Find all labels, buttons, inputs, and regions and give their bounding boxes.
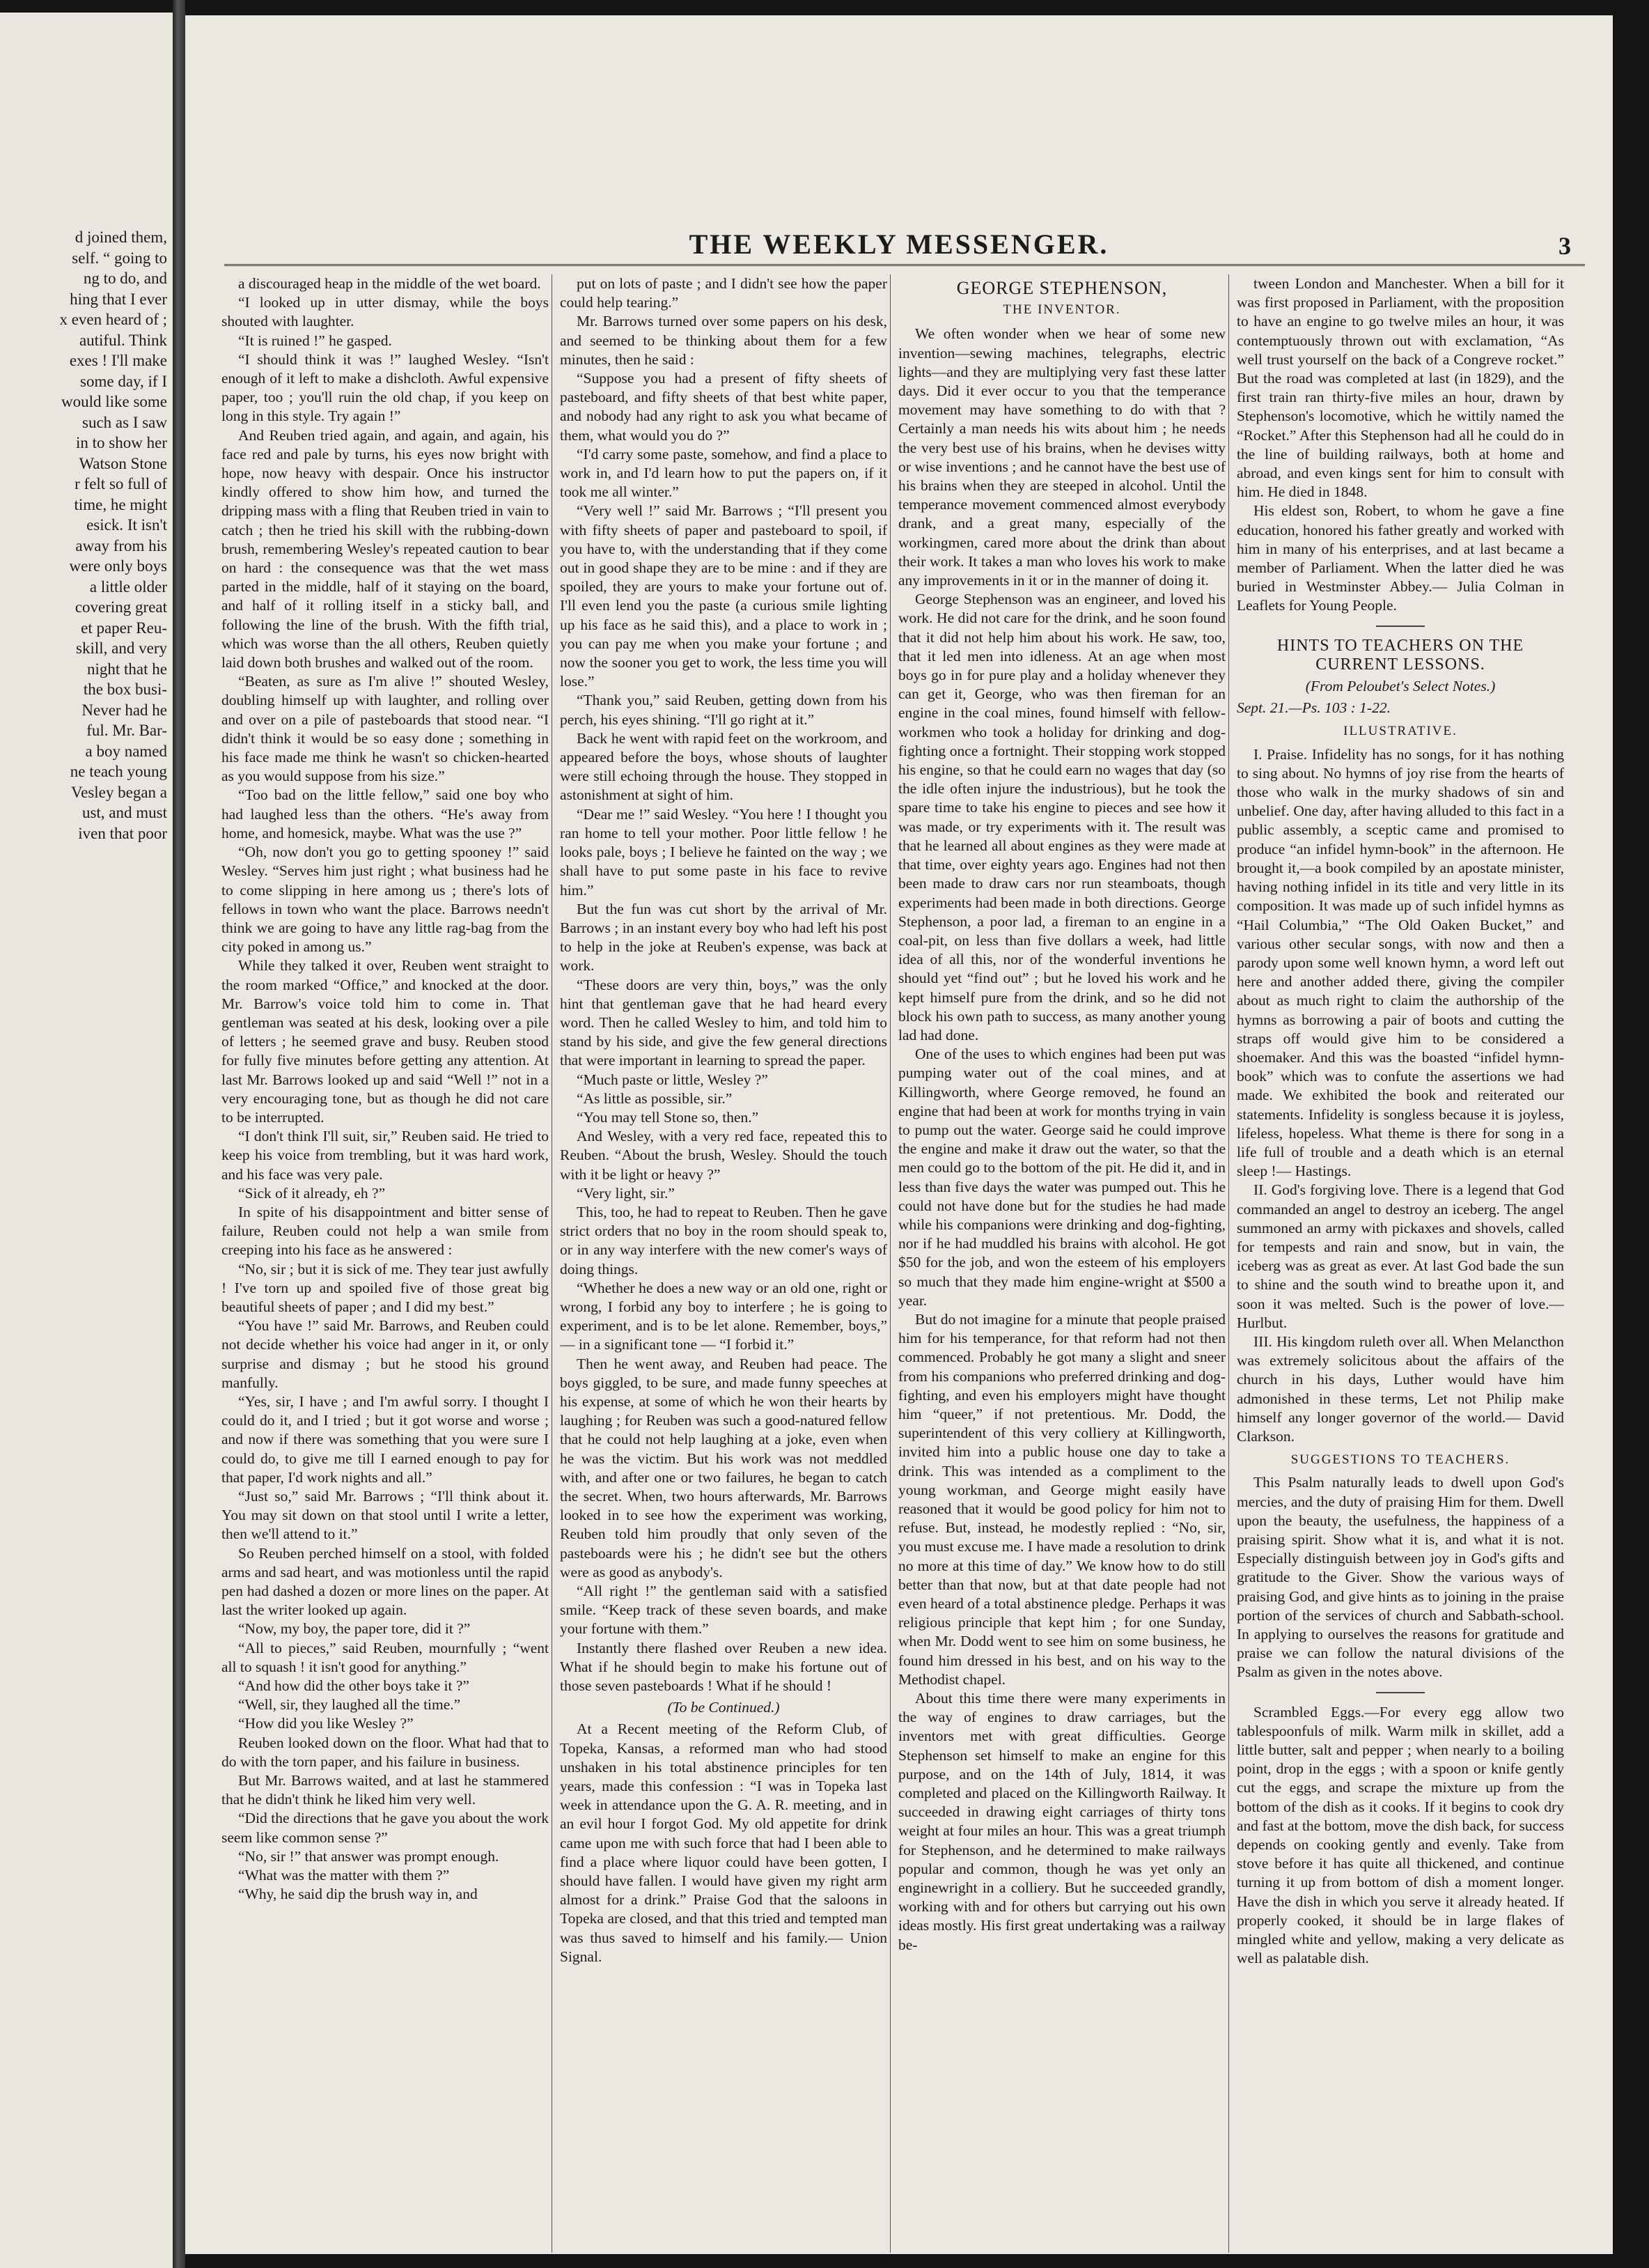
paragraph: Watson Stone: [79, 454, 167, 472]
paragraph: One of the uses to which engines had been put was pumping water out of the coal mines, and at Killingworth, where George removed, he found an engine that had been at work for months trying in vain to pump out the water. George said he could improve the engine and make it draw out the water, so that the men could go to the bottom of the pit. He did it, and in less than five days the water was pumped out. This he could not have done but for the studies he had made while his companions were drinking and dog-fighting, nor if he had muddled his brains with alcohol. He got $50 for the job, and won the esteem of his employers so much that they made him engine-wright at $500 a year.: [898, 1046, 1226, 1309]
paragraph: But the fun was cut short by the arrival of Mr. Barrows ; in an instant every boy who had left his post to help in the joke at Reuben's expense, was back at work.: [560, 900, 887, 974]
paragraph: night that he: [87, 660, 167, 678]
paragraph: “I'd carry some paste, somehow, and find a place to work in, and I'd learn how to put the papers on, if it took me all winter.”: [560, 445, 887, 501]
paragraph: a boy named: [85, 742, 167, 760]
paragraph: “Thank you,” said Reuben, getting down from his perch, his eyes shining. “I'll go right at it.”: [560, 692, 887, 728]
paragraph: We often wonder when we hear of some new invention—sewing machines, telegraphs, electric lights—and they are multiplying very fast these latter days. Did it ever occur to you that the temperance movement may have something to do with that ? Certainly a man needs his wits about him ; he needs the very best use of his brains, when he devises witty or wise inventions ; and he cannot have the best use of his brains when they are steeped in alcohol. Until the temperance movement commenced almost everybody drank, and a great many, especially of the workingmen, cared more about the drink than about their work. It takes a man who loves his work to make any improvements in it or in the manner of doing it.: [898, 325, 1226, 589]
paragraph: “Whether he does a new way or an old one, right or wrong, I forbid any boy to interfere ; he is going to experiment, and is to be let alone. Remember, boys,” — in a significant tone — “I forbid it.”: [560, 1279, 887, 1353]
paragraph: ne teach young: [70, 763, 167, 780]
paragraph: in to show her: [76, 434, 167, 451]
paragraph: tween London and Manchester. When a bill for it was first proposed in Parliament, with the proposition to have an engine to go twelve miles an hour, it was contemptuously thrown out with exclamation, “As well trust yourself on the back of a Congreve rocket.” But the road was completed at last (in 1829), and the first train ran thirty-five miles an hour, drawn by Stephenson's locomotive, which he wittily named the “Rocket.” After this Stephenson had all he could do in the line of building railways, both at home and abroad, and even kings sent for him to consult with him. He died in 1848.: [1237, 275, 1564, 501]
masthead-title: THE WEEKLY MESSENGER.: [689, 228, 1109, 260]
paragraph: “All to pieces,” said Reuben, mournfully ; “went all to squash ! it isn't good for anything.”: [221, 1639, 549, 1675]
paragraph: “Dear me !” said Wesley. “You here ! I thought you ran home to tell your mother. Poor little fellow ! he looks pale, boys ; I believe he fainted on the way ; we shall have to put some paste in his face to revive him.”: [560, 805, 887, 899]
paragraph: II. God's forgiving love. There is a legend that God commanded an angel to destroy an iceberg. The angel summoned an army with pickaxes and shovels, called for tempests and rain and snow, but in vain, the iceberg was as great as ever. At last God bade the sun to shine and the south wind to breathe upon it, and soon it was melted. Such is the power of love.— Hurlbut.: [1237, 1181, 1564, 1331]
paragraph: And Reuben tried again, and again, and again, his face red and pale by turns, his eyes now bright with hope, now heavy with despair. Once his instructor kindly offered to show him how, and turned the dripping mass with a fling that Reuben tried in vain to catch ; then he tried his skill with the rubbing-down brush, remembering Wesley's repeated caution to bear on hard : the consequence was that the wet mass parted in the middle, half of it staying on the board, and half of it rolling itself in a sticky ball, and following the line of the brush. With the fifth trial, which was worse than the all others, Reuben quietly laid down both brushes and walked out of the room.: [221, 426, 549, 671]
paragraph: ust, and must: [81, 804, 167, 821]
paragraph: In spite of his disappointment and bitter sense of failure, Reuben could not help a wan smile from creeping into his face as he answered :: [221, 1203, 549, 1259]
paragraph: “You may tell Stone so, then.”: [577, 1108, 759, 1126]
paragraph: esick. It isn't: [86, 516, 167, 534]
article-title: GEORGE STEPHENSON,: [956, 278, 1168, 298]
paragraph: “No, sir ; but it is sick of me. They tear just awfully ! I've torn up and spoiled five of those great big beautiful sheets of paper ; and I did my best.”: [221, 1260, 549, 1315]
paragraph: “As little as possible, sir.”: [577, 1089, 733, 1107]
paragraph: Back he went with rapid feet on the workroom, and appeared before the boys, whose shouts of laughter were still echoing through the house. They stopped in astonishment at sight of him.: [560, 729, 887, 804]
paragraph: away from his: [75, 536, 167, 554]
column-1-story-continued: [221, 274, 549, 2246]
paragraph: such as I saw: [82, 413, 167, 431]
paragraph: “It is ruined !” he gasped.: [238, 332, 392, 349]
paragraph: “What was the matter with them ?”: [238, 1867, 450, 1884]
paragraph: d joined them,: [75, 228, 167, 246]
header-rule: [224, 264, 1585, 266]
suggestions-paragraphs: [1237, 1473, 1564, 1681]
article-body: [898, 325, 1226, 1954]
paragraph: And Wesley, with a very red face, repeated this to Reuben. “About the brush, Wesley. Should the touch with it be light or heavy ?”: [560, 1128, 887, 1183]
paragraph: Vesley began a: [71, 783, 167, 801]
paragraph: r felt so full of: [75, 475, 167, 492]
paragraph: George Stephenson was an engineer, and loved his work. He did not care for the drink, and he soon found that it did not help him about his work. He saw, too, that it led men into idleness. At an age when most boys go in for pure play and a holiday whenever they can get it, George, who was then fireman for an engine in the coal mines, found himself with fellow-workmen who took a holiday for drinking and dog-fighting once a fortnight. Their stopping work stopped his engine, so that he could earn no wages that day (so the idle often injure the industrious), but he took the spare time to take his engine to pieces and see how it was made, or try experiments with it. The result was that he learned all about engines as they were made at that time, over eighty years ago. Engines had not then been made to draw cars nor run steamboats, though experiments had been made in both directions. George Stephenson, a poor lad, a fireman to an engine in a coal-pit, on less than five dollars a week, had little idea of all this, nor of the wonderful inventions he should yet “find out” ; but he loved his work and he kept himself pure from the drink, and so he did not block his own path to success, as many another young lad had done.: [898, 591, 1226, 1043]
paragraph: skill, and very: [76, 639, 167, 657]
paragraph: “And how did the other boys take it ?”: [238, 1677, 469, 1695]
paragraph: “No, sir !” that answer was prompt enough.: [238, 1847, 499, 1865]
page-number: 3: [1558, 232, 1571, 260]
column-3-george-stephenson: [898, 274, 1226, 2246]
previous-page-fragments: [0, 227, 167, 844]
paragraph: “Suppose you had a present of fifty sheets of pasteboard, and fifty sheets of that best white paper, and nobody had any right to ask you what became of them, what would you do ?”: [560, 370, 887, 444]
paragraph: “Why, he said dip the brush way in, and: [238, 1886, 478, 1903]
paragraph: Mr. Barrows turned over some papers on his desk, and seemed to be thinking about them for a few minutes, then he said :: [560, 313, 887, 368]
paragraph: a little older: [89, 577, 167, 596]
paragraph: put on lots of paste ; and I didn't see how the paper could help tearing.”: [560, 275, 887, 311]
paragraph: “Oh, now don't you go to getting spooney !” said Wesley. “Serves him just right ; what business had he to come slipping in here among us ; there's lots of fellows in town who want the place. Barrows needn't think we are going to have any little rag-bag from the city poked in among us.”: [221, 844, 549, 956]
section-divider: [1376, 1692, 1425, 1693]
paragraph: “Did the directions that he gave you about the work seem like common sense ?”: [221, 1810, 549, 1846]
paragraph: Never had he: [81, 701, 167, 719]
paragraph: At a Recent meeting of the Reform Club, of Topeka, Kansas, a reformed man who had stood unshaken in his total abstinence principles for ten years, made this confession : “I was in Topeka last week in attendance upon the G. A. R. meeting, and in an evil hour I forgot God. My old appetite for drink came upon me with such force that had I been able to find a place where liquor could have been gotten, I should have fallen. I would have given my right arm almost for a drink.” Praise God that the saloons in Topeka are closed, and that this tried and tempted man was thus saved to himself and his family.— Union Signal.: [560, 1721, 887, 1965]
paragraph: “You have !” said Mr. Barrows, and Reuben could not decide whether his voice had anger in it, or only surprise and dismay ; but he stood his ground manfully.: [221, 1317, 549, 1391]
paragraph: “Now, my boy, the paper tore, did it ?”: [238, 1620, 471, 1638]
previous-page-edge: [0, 13, 173, 2268]
article-subtitle: THE INVENTOR.: [1003, 302, 1121, 318]
paragraph: a discouraged heap in the middle of the wet board.: [238, 275, 541, 292]
paragraph: I. Praise. Infidelity has no songs, for it has nothing to sing about. No hymns of joy rise from the hearts of those who walk in the murky shadows of sin and unbelief. One day, after having alluded to this fact in a public assembly, a sceptic came and promised to produce “an infidel hymn-book” in the afternoon. He brought it,—a book compiled by an apostate minister, having nothing infidel in its title and very little in its composition. It was made up of such infidel hymns as “Hail Columbia,” “The Old Oaken Bucket,” and various other secular songs, with now and then a parody upon some well known hymn, a word left out here and another added there, giving the compiler about as much right to claim the authorship of the hymns as borrowing a pair of boots and cutting the straps off would give him to be considered a shoemaker. And this was the boasted “infidel hymn-book” which was to confute the assertions we had made. We exhibited the book and reiterated our statements. Infidelity is songless because it is joyless, lifeless, hopeless. What theme is there for song in a life full of trouble and a death which is an eternal sleep !— Hastings.: [1237, 745, 1564, 1180]
paragraph: “Yes, sir, I have ; and I'm awful sorry. I thought I could do it, and I tried ; but it got worse and worse ; and now if there was something that you were sure I could do, to give me till I earned enough to pay for that paper, I'd work nights and all.”: [221, 1392, 549, 1486]
illustrative-paragraphs: [1237, 745, 1564, 1447]
paragraph: x even heard of ;: [59, 311, 167, 328]
hints-title: HINTS TO TEACHERS ON THE CURRENT LESSONS.: [1276, 636, 1524, 674]
paragraph: “Too bad on the little fellow,” said one boy who had laughed less than the others. “He's away from home, and homesick, maybe. What was the use ?”: [221, 786, 549, 841]
paragraph: This Psalm naturally leads to dwell upon God's mercies, and the duty of praising Him for them. Dwell upon the beauty, the usefulness, the happiness of a praising spirit. Show what it is, and what it is not. Especially distinguish between joy in God's gifts and gratitude to the Giver. Show the various ways of praising God, and give hints as to joining in the praise portion of the services of church and Sabbath-school. In applying to ourselves the reasons for gratitude and praise we can follow the natural divisions of the Psalm as given in the notes above.: [1237, 1474, 1564, 1681]
paragraph: “Just so,” said Mr. Barrows ; “I'll think about it. You may sit down on that stool until I write a letter, then we'll attend to it.”: [221, 1488, 549, 1543]
paragraph: ful. Mr. Bar-: [86, 722, 167, 739]
paragraph: About this time there were many experiments in the way of engines to draw carriages, but the inventors met with great difficulties. George Stephenson set himself to make an engine for this purpose, and on the 14th of July, 1814, it was completed and placed on the Killingworth Railway. It succeeded in drawing eight carriages of thirty tons weight at four miles an hour. This was a great triumph for Stephenson, and he determined to make railways popular and common, though he was yet only an enginewright in a colliery. But he succeeded grandly, working with and for others but carrying out his own ideas mostly. His first great undertaking was a railway be-: [898, 1690, 1226, 1953]
paragraph: “I looked up in utter dismay, while the boys shouted with laughter.: [221, 294, 549, 330]
paragraph: “Much paste or little, Wesley ?”: [577, 1071, 768, 1088]
hints-source: (From Peloubet's Select Notes.): [1305, 678, 1496, 695]
paragraph: self. “ going to: [72, 249, 167, 267]
paragraph: “I don't think I'll suit, sir,” Reuben said. He tried to keep his voice from trembling, but it was hard work, and his face was very pale.: [221, 1128, 549, 1183]
scrambled-eggs-recipe: Scrambled Eggs.—For every egg allow two tablespoonfuls of milk. Warm milk in skillet, add a little butter, salt and pepper ; when nearly to a boiling point, drop in the eggs ; with a spoon or knife gently cut the eggs, and scrape the mixture up from the bottom of the dish as it cooks. If it begins to cook dry and fast at the bottom, move the dish back, for success depends on cooking gently and evenly. Take from stove before it has quite all thickened, and continue turning it up from bottom of dish a moment longer. Have the dish in which you serve it already heated. If properly cooked, it should be in large flakes of mingled white and yellow, making a very delicate as well as palatable dish.: [1237, 1703, 1564, 1967]
lesson-reference: Sept. 21.—Ps. 103 : 1-22.: [1237, 699, 1391, 717]
paragraph: “Sick of it already, eh ?”: [238, 1184, 386, 1202]
paragraph: some day, if I: [80, 372, 167, 390]
paragraph: While they talked it over, Reuben went straight to the room marked “Office,” and knocked at the door. Mr. Barrow's voice told him to come in. That gentleman was seated at his desk, looking over a pile of letters ; he seemed grave and busy. Reuben stood for fully five minutes before getting any attention. At last Mr. Barrows looked up and said “Well !” not in a very encouraging tone, but as though he did not care to be interrupted.: [221, 957, 549, 1126]
column-4-hints-to-teachers: [1237, 274, 1564, 2246]
paragraph: autiful. Think: [79, 331, 167, 349]
paragraph: Then he went away, and Reuben had peace. The boys giggled, to be sure, and made funny speeches at his expense, at some of which he won their hearts by laughing ; for Reuben was such a good-natured fellow that he could not help laughing at a joke, even when he was the victim. But his work was not meddled with, and after one or two failures, he began to catch the secret. When, two hours afterwards, Mr. Barrows looked in to see how the experiment was working, Reuben told him proudly that only seven of the pasteboards were his ; he didn't see but the others were as good as anybody's.: [560, 1355, 887, 1580]
column-2-story-continued: [560, 274, 887, 2246]
paragraph: iven that poor: [78, 824, 167, 842]
suggestions-label: SUGGESTIONS TO TEACHERS.: [1290, 1452, 1510, 1468]
illustrative-label: ILLUSTRATIVE.: [1343, 724, 1457, 739]
stephenson-conclusion: [1237, 274, 1564, 616]
paragraph: But do not imagine for a minute that people praised him for his temperance, for that reform had not then commenced. Probably he got many a slight and sneer from his companions who preferred drinking and dog-fighting, and even his employers might have thought him “queer,” if not pretentious. Mr. Dodd, the superintendent of this very colliery at Killingworth, invited him into a public house one day to take a drink. This was intended as a compliment to the young workman, and George might easily have reasoned that it would be good policy for him not to refuse. But, instead, he modestly replied : “No, sir, you must excuse me. I have made a resolution to drink no more at this time of day.” We know how to do still better than that now, but at that date people had not even heard of a total abstinence pledge. Perhaps it was religious principle that kept him ; for one Sunday, when Mr. Dodd went to see him on some business, he found him dressed in his best, and on his way to the Methodist chapel.: [898, 1310, 1226, 1688]
paragraph: would like some: [61, 393, 167, 410]
paragraph: exes ! I'll make: [69, 352, 167, 369]
paragraph: “I should think it was !” laughed Wesley. “Isn't enough of it left to make a dishcloth. Awful expensive paper, too ; you'll ruin the old chap, if you keep on long in this style. Try again !”: [221, 350, 549, 425]
paragraph: This, too, he had to repeat to Reuben. Then he gave strict orders that no boy in the room should speak to, or in any way interfere with the new comer's ways of doing things.: [560, 1203, 887, 1277]
column-rule: [1228, 274, 1229, 2253]
paragraph: “All right !” the gentleman said with a satisfied smile. “Keep track of these seven boards, and make your fortune with them.”: [560, 1583, 887, 1638]
section-divider: [1376, 626, 1425, 627]
paragraph: et paper Reu-: [81, 619, 167, 637]
paragraph: But Mr. Barrows waited, and at last he stammered that he didn't think he liked him very well.: [221, 1772, 549, 1808]
paragraph: III. His kingdom ruleth over all. When Melancthon was extremely solicitous about the affairs of the church in his days, Luther would have him admonished in these terms, Let not Philip make himself any longer governor of the world.— David Clarkson.: [1237, 1333, 1564, 1445]
binding-gutter: [173, 0, 185, 2268]
paragraph: “Beaten, as sure as I'm alive !” shouted Wesley, doubling himself up with laughter, and rolling over and over on a pile of pasteboards that stood near. “I didn't think it would be so easy done ; something in his face made me think he wasn't so chicken-hearted as you would suppose from his size.”: [221, 673, 549, 785]
paragraph: hing that I ever: [70, 290, 167, 308]
paragraph: “Very well !” said Mr. Barrows ; “I'll present you with fifty sheets of paper and pasteboard to spoil, if you have to, with the understanding that if they come out in good shape they are to be mine : and if they are spoiled, they are yours to make your fortune out of. I'll even lend you the paste (a curious smile lighting up his face as he said this), and a place to work in ; you can pay me when you make your fortune ; and now the sooner you get to work, the less time you will lose.”: [560, 502, 887, 690]
paragraph: Instantly there flashed over Reuben a new idea. What if he should begin to make his fortune out of those seven pasteboards ! What if he should !: [560, 1639, 887, 1695]
paragraph: the box busi-: [83, 681, 167, 698]
newspaper-page: [185, 15, 1613, 2254]
paragraph: “Very light, sir.”: [577, 1184, 675, 1202]
column-rule: [890, 274, 891, 2253]
paragraph: “Well, sir, they laughed all the time.”: [238, 1696, 461, 1714]
paragraph: Reuben looked down on the floor. What had that to do with the torn paper, and his failure in business.: [221, 1734, 549, 1770]
paragraph: His eldest son, Robert, to whom he gave a fine education, honored his father greatly and worked with him in many of his enterprises, and at last became a member of Parliament. When the latter died he was buried in Westminster Abbey.— Julia Colman in Leaflets for Young People.: [1237, 502, 1564, 614]
paragraph: “How did you like Wesley ?”: [238, 1715, 414, 1732]
paragraph: were only boys: [69, 557, 167, 575]
paragraph: So Reuben perched himself on a stool, with folded arms and sad heart, and was motionless until the rapid pen had dashed a dozen or more lines on the paper. At last the writer looked up again.: [221, 1544, 549, 1619]
paragraph: (To be Continued.): [667, 1699, 780, 1716]
paragraph: ng to do, and: [83, 270, 167, 287]
paragraph: covering great: [75, 598, 167, 616]
paragraph: time, he might: [74, 495, 167, 513]
paragraph: “These doors are very thin, boys,” was the only hint that gentleman gave that he had heard every word. Then he called Wesley to him, and told him to stand by his side, and give the few general directions that were important in learning to spread the paper.: [560, 976, 887, 1069]
